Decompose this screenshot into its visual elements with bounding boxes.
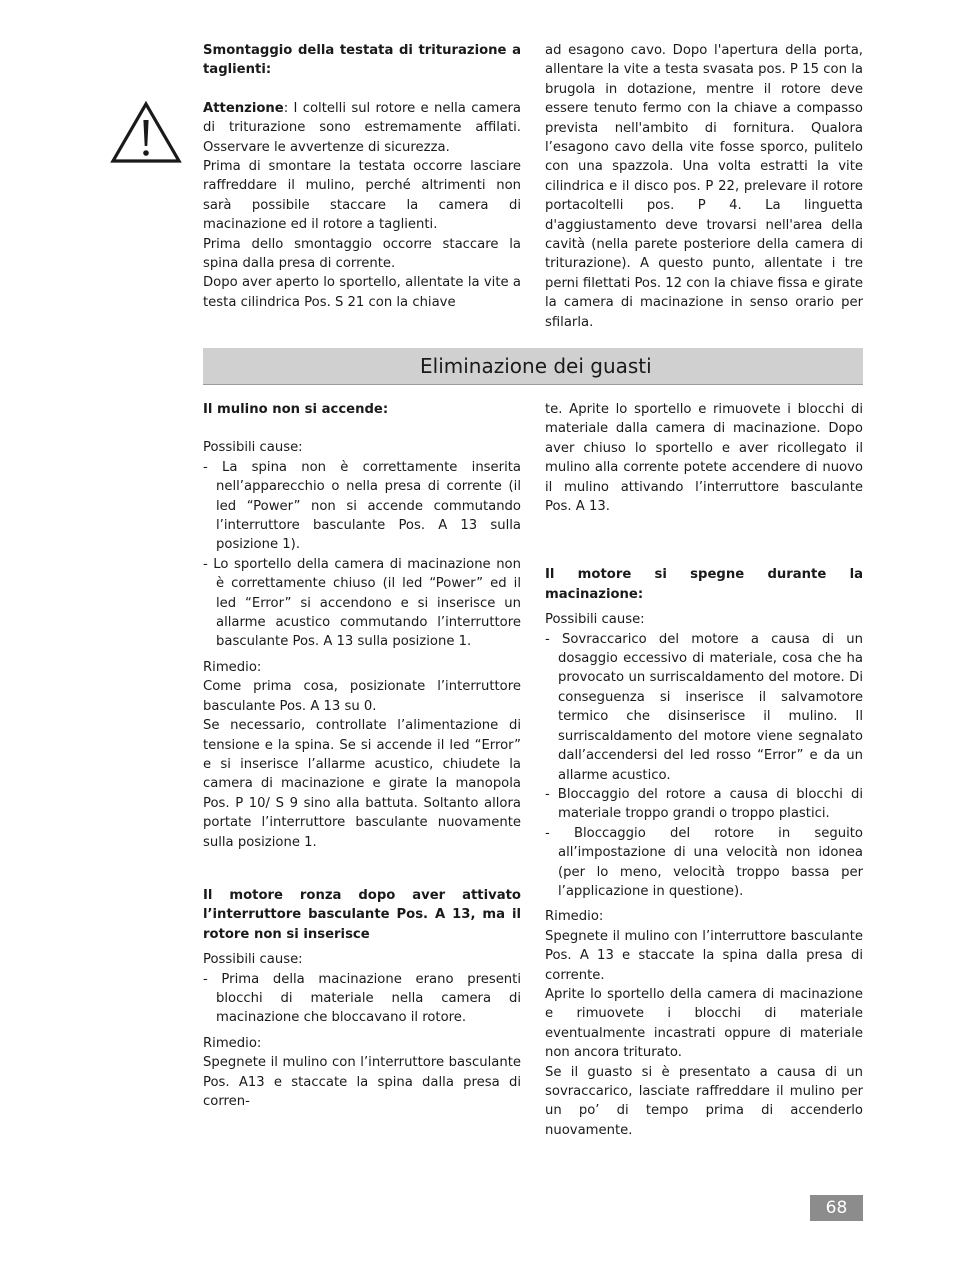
- section-title: Eliminazione dei guasti: [420, 354, 652, 378]
- causes-label: Possibili cause:: [545, 612, 645, 628]
- remedy-paragraph: Spegnete il mulino con l’interruttore basculante Pos. A13 e staccate la spina dalla presa di corren-: [203, 1055, 521, 1109]
- cause-item: - Lo sportello della camera di macinazione non è correttamente chiuso (il led “Power” ed il led “Error” si accendono e si inserisce un allarme acustico commutando l’interruttore basculante Pos. A 13 sulla posizione 1.: [203, 556, 521, 650]
- motor-hums-heading: Il motore ronza dopo aver attivato l’interruttore basculante Pos. A 13, ma il rotore non si inserisce: [203, 887, 521, 942]
- cause-item: - Bloccaggio del rotore in seguito all’impostazione di una velocità non idonea (per lo meno, velocità troppo bassa per l’applicazione in questione).: [545, 825, 863, 899]
- cooldown-paragraph: Prima di smontare la testata occorre lasciare raffreddare il mulino, perché altrimenti non sarà possibile staccare la camera di macinazione ed il rotore a taglienti.: [203, 159, 521, 233]
- remedy-label: Rimedio:: [545, 909, 604, 925]
- remedy-label: Rimedio:: [203, 659, 262, 675]
- causes-label: Possibili cause:: [203, 440, 303, 456]
- section-banner: [203, 348, 863, 385]
- troubleshooting-column-right: [545, 400, 863, 1140]
- warning-paragraph: [203, 99, 521, 157]
- page-number: 68: [810, 1195, 863, 1221]
- warning-text: : I coltelli sul rotore e nella camera di triturazione sono estremamente affilati. Osservare le avvertenze di sicurezza.: [203, 100, 521, 155]
- remedy-continuation: te. Aprite lo sportello e rimuovete i blocchi di materiale dalla camera di macinazione. Dopo aver chiuso lo sportello e aver ricollegato il mulino alla corrente potete accendere di nuovo il mulino attivando l’interruttore basculante Pos. A 13.: [545, 402, 863, 515]
- screw-paragraph: Dopo aver aperto lo sportello, allentate la vite a testa cilindrica Pos. S 21 con la chiave: [203, 275, 521, 310]
- disassembly-column-left: [203, 41, 521, 312]
- no-start-heading: Il mulino non si accende:: [203, 402, 389, 417]
- cause-item: - Bloccaggio del rotore a causa di blocchi di materiale troppo grandi o troppo plastici.: [545, 786, 863, 822]
- remedy-label: Rimedio:: [203, 1035, 262, 1051]
- disassembly-heading: Smontaggio della testata di triturazione a taglienti:: [203, 43, 521, 78]
- cause-item: - La spina non è correttamente inserita nell’apparecchio o nella presa di corrente (il led “Power” non si accende commutando l’interruttore basculante Pos. A 13 sulla posizione 1).: [203, 459, 521, 553]
- unplug-paragraph: Prima dello smontaggio occorre staccare la spina dalla presa di corrente.: [203, 236, 521, 272]
- warning-triangle-icon: [110, 100, 182, 164]
- remedy-paragraph: Aprite lo sportello della camera di macinazione e rimuovete i blocchi di materiale eventualmente incastrati oppure di materiale non ancora triturato.: [545, 986, 863, 1061]
- causes-label: Possibili cause:: [203, 952, 303, 968]
- remedy-paragraph: Come prima cosa, posizionate l’interruttore basculante Pos. A 13 su 0.: [203, 679, 521, 714]
- troubleshooting-column-left: [203, 400, 521, 1111]
- remedy-paragraph: Se il guasto si è presentato a causa di un sovraccarico, lasciate raffreddare il mulino per un po’ di tempo prima di accenderlo nuovamente.: [545, 1064, 863, 1138]
- rotor-removal-paragraph: ad esagono cavo. Dopo l'apertura della porta, allentare la vite a testa svasata pos. P 15 con la brugola in dotazione, mentre il rotore deve essere tenuto fermo con la chiave a compasso prevista nell'ambito di fornitura. Qualora l’esagono cavo della vite fosse sporco, pulitelo con una spazzola. Una volta estratti la vite cilindrica e il disco pos. P 22, prelevare il rotore portacoltelli pos. P 4. La linguetta d'aggiustamento deve trovarsi nell'area della cavità (nella parete posteriore della camera di triturazione). A questo punto, allentate i tre perni filettati Pos. 12 con la chiave fissa e girate la camera di macinazione in senso orario per sfilarla.: [545, 43, 863, 330]
- remedy-paragraph: Se necessario, controllate l’alimentazione di tensione e la spina. Se si accende il led “Error” e si inserisce l’allarme acustico, chiudete la camera di macinazione e girate la manopola Pos. P 10/ S 9 sino alla battuta. Soltanto allora portate l’interruttore basculante nuovamente sulla posizione 1.: [203, 718, 521, 850]
- warning-label: Attenzione: [203, 100, 284, 116]
- cause-item: - Sovraccarico del motore a causa di un dosaggio eccessivo di materiale, cosa che ha provocato un surriscaldamento del motore. Di conseguenza si inserisce il salvamotore termico che disinserisce il mulino. Il surriscaldamento del motore viene segnalato dall’accendersi del led rosso “Error” e da un allarme acustico.: [545, 631, 863, 783]
- cause-item: - Prima della macinazione erano presenti blocchi di materiale nella camera di macinazione che bloccavano il rotore.: [203, 971, 521, 1026]
- motor-stops-heading: Il motore si spegne durante la macinazione:: [545, 567, 863, 602]
- disassembly-column-right: [545, 41, 863, 332]
- remedy-paragraph: Spegnete il mulino con l’interruttore basculante Pos. A 13 e staccate la spina dalla presa di corrente.: [545, 928, 863, 983]
